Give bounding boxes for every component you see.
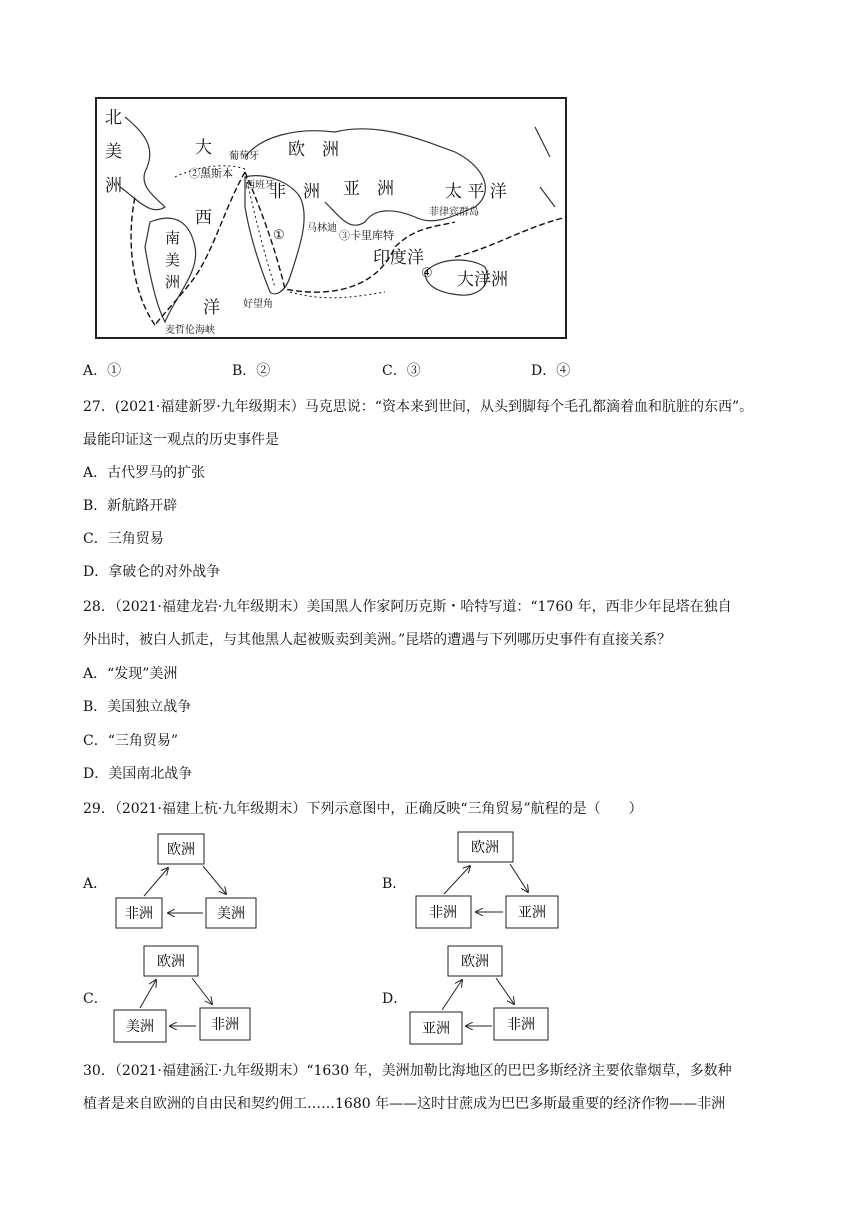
label-portugal: 葡萄牙	[229, 151, 259, 162]
label-oceania: 大洋洲	[457, 270, 508, 290]
q29-diagram-c[interactable]	[108, 940, 288, 1050]
label-mark-4: ④	[421, 266, 433, 281]
q29-option-c-letter[interactable]: C．	[83, 991, 108, 1007]
q29-c-top: 欧洲	[157, 954, 185, 970]
label-north-america-3: 洲	[105, 176, 122, 196]
label-cape: 好望角	[243, 299, 273, 310]
new-routes-map	[95, 97, 567, 339]
q29-b-left: 非洲	[429, 905, 457, 921]
label-indian-ocean: 印度洋	[373, 248, 424, 268]
label-asia: 亚 洲	[343, 179, 394, 199]
q29-a-left: 非洲	[125, 906, 153, 922]
label-malindi: 马林迪	[307, 223, 337, 234]
label-atlantic-1: 大	[195, 138, 212, 158]
q29-d-left: 亚洲	[422, 1021, 450, 1037]
q29-diagram-a[interactable]	[108, 828, 288, 938]
q29-diagram-b[interactable]	[408, 826, 588, 936]
q28-option-c[interactable]: C．“三角贸易”	[83, 733, 179, 749]
q27-stem-line2: 最能印证这一观点的历史事件是	[83, 432, 279, 448]
q28-option-b[interactable]: B．美国独立战争	[83, 699, 192, 715]
q29-option-a-letter[interactable]: A．	[83, 876, 108, 892]
q29-b-right: 亚洲	[518, 905, 546, 921]
q29-a-right: 美洲	[217, 906, 245, 922]
q29-d-right: 非洲	[507, 1017, 535, 1033]
q28-option-d[interactable]: D．美国南北战争	[83, 766, 193, 782]
q29-c-right: 非洲	[211, 1017, 239, 1033]
label-atlantic-3: 洋	[203, 298, 220, 318]
label-south-america-2: 美	[165, 251, 181, 269]
q30-stem-line1: 30．（2021·福建涵江·九年级期末）“1630 年，美洲加勒比海地区的巴巴多斯经济主要依靠烟草，多数种	[83, 1063, 732, 1079]
label-africa: 非 洲	[269, 182, 320, 202]
q28-option-a[interactable]: A．“发现”美洲	[83, 666, 178, 682]
label-lisbon: ②黑斯本	[189, 167, 233, 180]
label-north-america-1: 北	[105, 108, 122, 128]
q29-diagram-d[interactable]	[404, 940, 584, 1050]
q27-option-a[interactable]: A．古代罗马的扩张	[83, 465, 206, 481]
label-magellan: 麦哲伦海峡	[165, 325, 215, 336]
q29-c-left: 美洲	[126, 1019, 154, 1035]
q29-stem: 29．（2021·福建上杭·九年级期末）下列示意图中，正确反映“三角贸易”航程的是（ ）	[83, 801, 643, 817]
q27-stem-line1: 27．(2021·福建新罗·九年级期末）马克思说：“资本来到世间，从头到脚每个毛孔都滴着血和肮脏的东西”。	[83, 399, 754, 415]
q29-option-d-letter[interactable]: D．	[382, 991, 408, 1007]
q27-option-d[interactable]: D．拿破仑的对外战争	[83, 564, 221, 580]
label-north-america-2: 美	[105, 142, 122, 162]
label-philippines: 菲律宾群岛	[429, 207, 479, 218]
label-atlantic-2: 西	[195, 208, 212, 228]
label-pacific: 太 平 洋	[445, 182, 507, 202]
q29-b-top: 欧洲	[471, 840, 499, 856]
q29-a-top: 欧洲	[167, 842, 195, 858]
q29-option-b-letter[interactable]: B．	[382, 876, 407, 892]
label-south-america-3: 洲	[165, 273, 181, 291]
label-south-america-1: 南	[165, 229, 181, 247]
q26-option-b[interactable]: B．②	[232, 363, 271, 379]
q28-stem-line2: 外出时，被白人抓走，与其他黑人起被贩卖到美洲。”昆塔的遭遇与下列哪历史事件有直接关系？	[83, 632, 672, 648]
q26-option-d[interactable]: D．④	[531, 363, 571, 379]
q27-option-c[interactable]: C．三角贸易	[83, 531, 164, 547]
q26-option-a[interactable]: A．①	[83, 363, 122, 379]
label-spain: 西班牙	[245, 180, 275, 191]
q30-stem-line2: 植者是来自欧洲的自由民和契约佣工……1680 年——这时甘蔗成为巴巴多斯最重要的经济作物——非洲	[83, 1096, 726, 1112]
label-europe: 欧 洲	[288, 140, 339, 160]
label-mark-1: ①	[273, 228, 285, 243]
q27-option-b[interactable]: B．新航路开辟	[83, 498, 178, 514]
label-calicut: ③卡里库特	[339, 229, 394, 242]
q28-stem-line1: 28．（2021·福建龙岩·九年级期末）美国黑人作家阿历克斯・哈特写道：“1760 年，西非少年昆塔在独自	[83, 599, 732, 615]
q29-d-top: 欧洲	[461, 954, 489, 970]
q26-option-c[interactable]: C．③	[382, 363, 421, 379]
